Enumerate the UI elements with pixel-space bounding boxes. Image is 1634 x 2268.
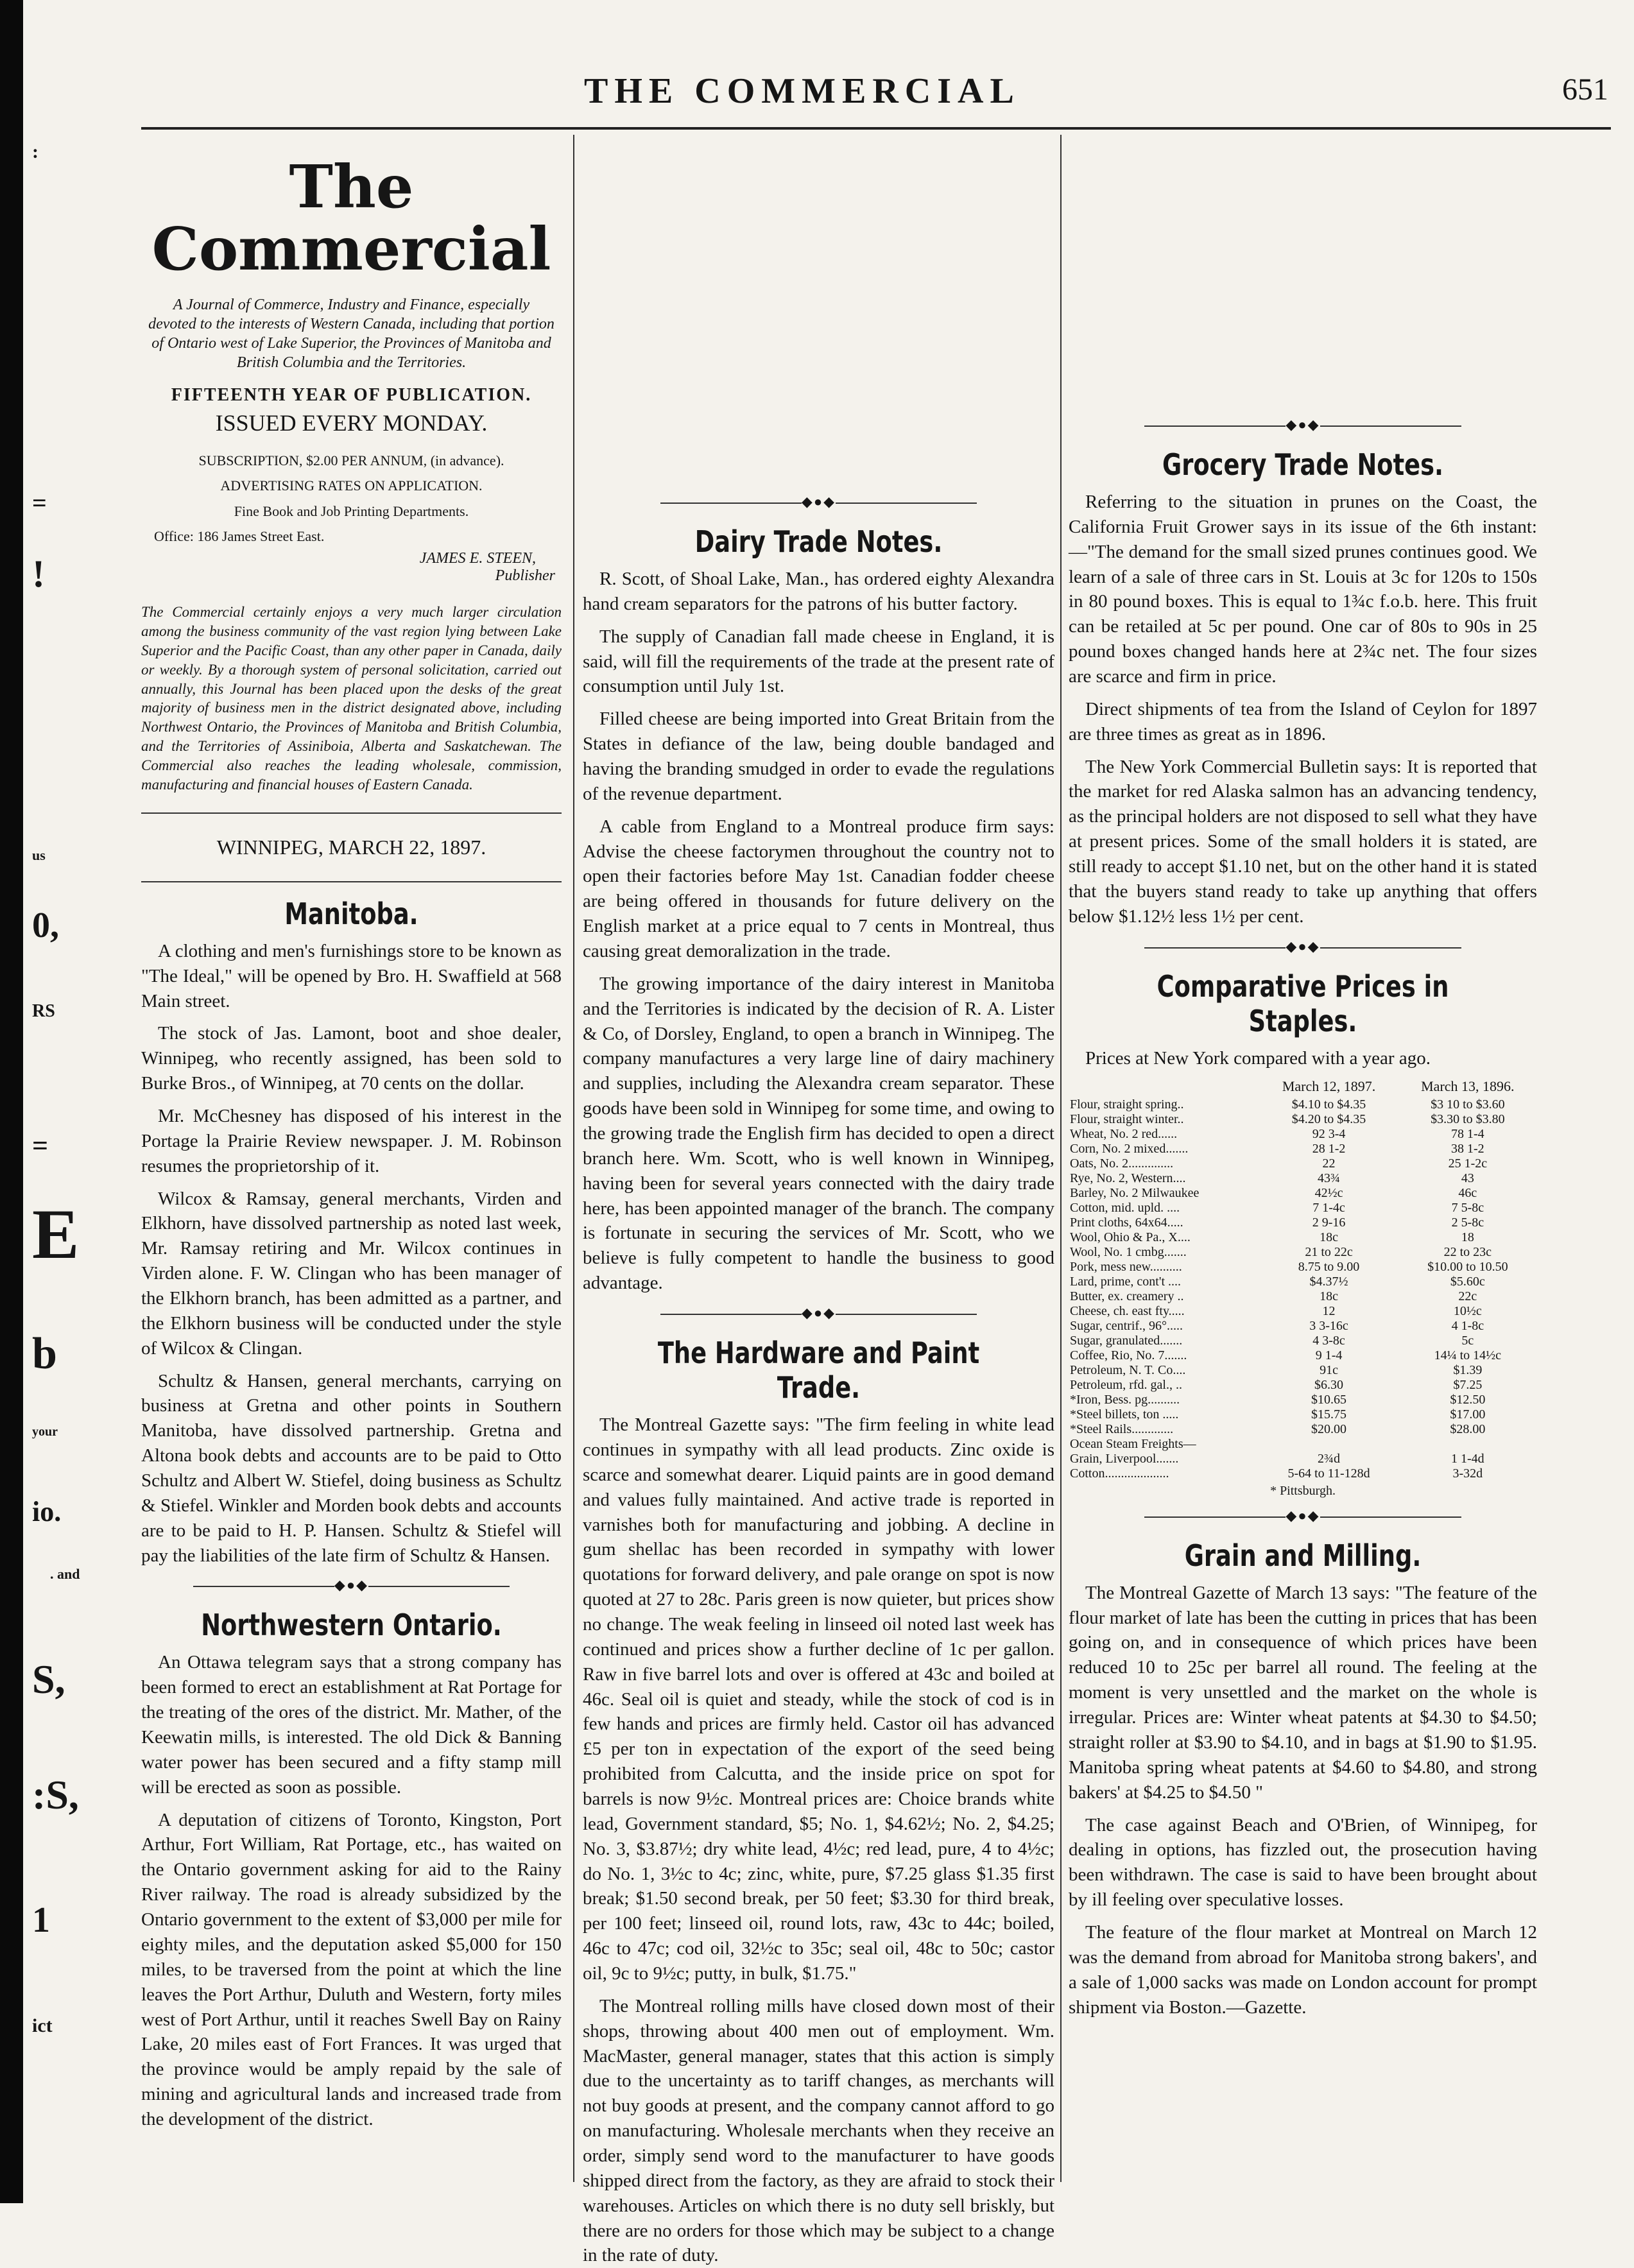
article-paragraph: The feature of the flour market at Montreal on March 12 was the demand from abroad for Manitoba strong bakers', and a sale of 1,000 sacks was made on London account for prompt shipment via Boston.—Gazette. (1069, 1921, 1537, 2018)
section-ornament: ◆●◆ (1069, 417, 1537, 433)
margin-fragment: = (32, 1130, 49, 1162)
section-heading-grain: Grain and Milling. (1184, 1538, 1422, 1573)
table-row (1069, 1275, 1537, 1289)
table-row (1069, 1260, 1537, 1275)
article-paragraph: The stock of Jas. Lamont, boot and shoe dealer, Winnipeg, who recently assigned, has been sold to Burke Bros., of Winnipeg, at 70 cents on the dollar. (141, 1023, 562, 1094)
table-cell: Coffee, Rio, No. 7....... (1070, 1348, 1187, 1362)
section-heading-northwestern-ontario: Northwestern Ontario. (201, 1608, 502, 1643)
column-divider (573, 135, 574, 2182)
table-cell: 2¾d (1318, 1451, 1341, 1466)
running-head (0, 71, 1634, 116)
table-cell: $28.00 (1450, 1422, 1486, 1436)
table-row (1069, 1407, 1537, 1422)
table-row (1069, 1171, 1537, 1186)
table-cell: *Iron, Bess. pg.......... (1070, 1392, 1180, 1407)
table-cell: Grain, Liverpool....... (1070, 1451, 1179, 1466)
table-cell (1259, 1437, 1398, 1452)
table-cell: Print cloths, 64x64..... (1070, 1215, 1183, 1230)
article-paragraph: The Montreal Gazette says: "The firm feeling in white lead continues in sympathy with all lead products. Zinc oxide is scarce and somewhat dearer. Liquid paints are in good demand and values fully maintained. And active trade is reported in varnishes both for manufacturing and jobbing. A decline in gum shellac has been recorded in sympathy with lower quotations for forward delivery, and pale orange on spot is now quoted at 27 to 28c. Paris green is now quieter, but prices show no change. The weak feeling in linseed oil noted last week has continued and prices show a further decline of 1c per gallon. Raw in five barrel lots and over is offered at 43c and boiled at 46c. Seal oil is quiet and steady, while the stock of cod is in few hands and prices are firmly held. Castor oil has advanced £5 per ton in expectation of the export of the seed being prohibited from Calcutta, and the inside price on spot for barrels is now 9½c. Montreal prices are: Choice brands white lead, Government standard, $5; No. 1, $4.62½; No. 2, $4.25; No. 3, $3.87½; dry white lead, 4½c; red lead, pure, 4 to 4½c; do No. 1, 3½c to 4c; zinc, white, pure, $7.25 glass $1.35 first break; $1.50 second break, per 50 feet; $3.30 for third break, per 100 feet; linseed oil, round lots, raw, 43c to 44c; boiled, 46c to 47c; cod oil, 32½c to 35c; seal oil, 48c to 50c; castor oil, 9c to 9½c; putty, in bulk, $1.75." (583, 1414, 1055, 1984)
article-paragraph: An Ottawa telegram says that a strong company has been formed to erect an establishment at Rat Portage for the treating of the ores of the district. Mr. Mather, of the Keewatin mills, is interested. The old Dick & Banning water power has been secured and a fifty stamp mill will be erected as soon as possible. (141, 1652, 562, 1798)
table-cell: 4 3-8c (1312, 1333, 1345, 1348)
article-paragraph: The supply of Canadian fall made cheese in England, it is said, will fill the requirements of the trade at the present rate of consumption until July 1st. (583, 626, 1054, 697)
article-paragraph: The growing importance of the dairy interest in Manitoba and the Territories is indicated by the decision of R. A. Lister & Co, of Dorsley, England, to open a branch in Winnipeg. The company manufactures a very large line of dairy machinery and supplies, including the Alexandra cream separator. These goods have been sold in Winnipeg for some time, and owing to the growing trade the English firm has decided to open a direct branch here. Wm. Scott, who is well known in Winnipeg, having been for several years connected with the dairy trade here, has been appointed manager of the branch. The company is fortunate in securing the services of Mr. Scott, who we believe is fully competent to handle the business to good advantage. (583, 973, 1054, 1294)
table-cell: 18c (1320, 1289, 1338, 1303)
table-cell: 46c (1458, 1185, 1477, 1200)
table-cell: 25 1-2c (1448, 1156, 1488, 1171)
article-paragraph: Referring to the situation in prunes on the Coast, the California Fruit Grower says in its issue of the 6th instant:—"The demand for the small sized prunes continues good. We learn of a sale of three cars in St. Louis at 3c for 120s to 150s in 80 pound boxes. This is equal to 1¾c f.o.b. here. This fruit can be retailed at 5c per pound. One car of 80s to 90s in 25 pound boxes changed hands here at 2¾c net. The four sizes are scarce and firm in price. (1069, 492, 1537, 687)
table-row (1069, 1156, 1537, 1171)
article-paragraph: The Montreal Gazette of March 13 says: "The feature of the flour market of late has been the cutting in prices that has been going on, and in consequence of which prices have been reduced 10 to 25c per barrel all round. The feeling at the moment is very unsettled and the market on the whole is irregular. Prices are: Winter wheat patents at $4.30 to $4.50; straight roller at $3.90 to $4.10, and in bags at $1.90 to $1.95. Manitoba spring wheat patents at $4.60 to $4.80, and strong bakers' at $4.25 to $4.50 " (1069, 1582, 1537, 1803)
table-row (1069, 1363, 1537, 1378)
table-cell: *Steel Rails............. (1070, 1422, 1174, 1436)
running-head-title: THE COMMERCIAL (584, 71, 1020, 111)
table-cell: 5-64 to 11-128d (1287, 1466, 1370, 1481)
table-footnote: * Pittsburgh. (1270, 1483, 1336, 1498)
article-paragraph: Mr. McChesney has disposed of his interest in the Portage la Prairie Review newspaper. J. M. Robinson resumes the proprietorship of it. (141, 1106, 562, 1176)
table-cell: 78 1-4 (1451, 1126, 1484, 1141)
table-cell: 8.75 to 9.00 (1298, 1259, 1360, 1274)
table-row (1069, 1245, 1537, 1260)
section-heading-dairy: Dairy Trade Notes. (694, 524, 943, 559)
masthead-description: A Journal of Commerce, Industry and Finance, especially devoted to the interests of Western Canada, including that portion of Ontario west of Lake Superior, the Provinces of Manitoba and British Columbia and the Territories. (148, 296, 555, 372)
advertising-rates: ADVERTISING RATES ON APPLICATION. (220, 477, 483, 494)
article-paragraph: A cable from England to a Montreal produce firm says: Advise the cheese factorymen throughout the country not to open their factories before May 1st. Canadian fodder cheese are being offered in thousands for future delivery on the English market at a price equal to 7 cents in Montreal, thus causing great demoralization in the trade. (583, 816, 1054, 962)
table-cell: Corn, No. 2 mixed....... (1070, 1141, 1189, 1156)
table-cell: $10.00 to 10.50 (1427, 1259, 1508, 1274)
table-cell: Pork, mess new.......... (1070, 1259, 1182, 1274)
section-rule (141, 812, 562, 814)
article-paragraph: The New York Commercial Bulletin says: It is reported that the market for red Alaska salmon has an advancing tendency, as the principal holders are not disposed to sell what they have at present prices. Some of the small holders it is stated, are still ready to accept $1.10 net, but on the other hand it is stated that the buyers stand ready to take up anything that offers below $1.12½ less 1½ per cent. (1069, 756, 1537, 927)
margin-fragment: ! (32, 553, 45, 595)
table-row (1069, 1289, 1537, 1304)
table-cell: Cotton.................... (1070, 1466, 1169, 1481)
table-cell: $4.37½ (1309, 1274, 1348, 1289)
table-row (1069, 1334, 1537, 1348)
table-row (1069, 1452, 1537, 1466)
table-cell: $20.00 (1311, 1422, 1347, 1436)
article-paragraph: Wilcox & Ramsay, general merchants, Virden and Elkhorn, have dissolved partnership as noted last week, Mr. Ramsay retiring and Mr. Wilcox continues in Virden alone. F. W. Clingan who has been manager of the Elkhorn branch, has been admitted as a partner, and the Elkhorn business will be conducted under the style of Wilcox & Clingan. (141, 1188, 562, 1359)
table-cell: Flour, straight spring.. (1070, 1097, 1184, 1112)
article-paragraph: A clothing and men's furnishings store to be known as "The Ideal," will be opened by Bro. H. Swaffield at 568 Main street. (141, 940, 562, 1011)
table-cell: $1.39 (1453, 1362, 1483, 1377)
column-divider (1060, 135, 1062, 2182)
table-cell: $7.25 (1453, 1377, 1483, 1392)
office-address: Office: 186 James Street East. (154, 528, 325, 544)
table-row (1069, 1319, 1537, 1334)
article-paragraph: The Montreal rolling mills have closed down most of their shops, throwing about 400 men out of employment. Wm. MacMaster, general manager, states that this action is simply due to the uncertainty as to tariff changes, as merchants will not buy goods at present, and the company cannot afford to go on manufacturing. Wholesale merchants when they receive an order, simply send word to the manufacturer to have goods shipped direct from the factory, as they are afraid to stock their warehouses. Articles on which there is no duty sell briskly, but there are no orders for those which may be subject to a change in the rate of duty. (583, 1995, 1054, 2266)
table-cell: $10.65 (1311, 1392, 1347, 1407)
table-row (1069, 1378, 1537, 1393)
article-paragraph: R. Scott, of Shoal Lake, Man., has ordered eighty Alexandra hand cream separators for the patrons of his butter factory. (583, 569, 1054, 614)
table-cell: 7 5-8c (1451, 1200, 1484, 1215)
table-cell: Butter, ex. creamery .. (1070, 1289, 1184, 1303)
table-cell: 2 9-16 (1312, 1215, 1346, 1230)
table-cell: $3.30 to $3.80 (1431, 1112, 1505, 1126)
table-cell: Wheat, No. 2 red...... (1070, 1126, 1178, 1141)
table-cell: Petroleum, rfd. gal., .. (1070, 1377, 1182, 1392)
table-cell: Ocean Steam Freights— (1070, 1436, 1196, 1451)
table-cell: Wool, Ohio & Pa., X.... (1070, 1230, 1191, 1244)
table-row (1069, 1127, 1537, 1142)
table-cell: 18c (1320, 1230, 1338, 1244)
margin-fragment: S, (32, 1656, 65, 1702)
column-2 (583, 138, 1055, 2266)
publisher-name: JAMES E. STEEN, (419, 549, 536, 567)
table-cell: 5c (1461, 1333, 1474, 1348)
table-cell: 9 1-4 (1315, 1348, 1343, 1362)
section-heading-hardware: The Hardware and Paint Trade. (657, 1336, 980, 1405)
table-cell: 43¾ (1318, 1171, 1341, 1185)
article-paragraph: A deputation of citizens of Toronto, Kingston, Port Arthur, Fort William, Rat Portage, etc., has waited on the Ontario government asking for aid to the Rainy River railway. The road is already subsidized by the Ontario government to the extent of $3,000 per mile for eighty miles, and the deputation asked $5,000 for 150 miles, to be traversed from the point at which the line leaves the Port Arthur, Duluth and Western, forty miles west of Port Arthur, until it reaches Swell Bay on Rainy Lake, 20 miles east of Fort Frances. It was urged that the province would be amply repaid by the sale of mining and agricultural lands and increased trade from the development of the district. (141, 1809, 562, 2129)
masthead-title: The Commercial (151, 152, 551, 284)
article-paragraph: Direct shipments of tea from the Island of Ceylon for 1897 are three times as great as in 1896. (1069, 698, 1537, 744)
table-row (1069, 1216, 1537, 1230)
table-cell: Sugar, granulated....... (1070, 1333, 1183, 1348)
table-row (1069, 1201, 1537, 1216)
table-header-cell: March 12, 1897. (1282, 1078, 1376, 1095)
table-row (1069, 1422, 1537, 1437)
subscription-rate: SUBSCRIPTION, $2.00 PER ANNUM, (in advance). (198, 452, 504, 469)
table-row (1069, 1230, 1537, 1245)
table-row (1069, 1437, 1537, 1452)
table-cell: Sugar, centrif., 96°..... (1070, 1318, 1183, 1333)
section-ornament: ◆●◆ (583, 1305, 1054, 1321)
table-cell: 43 (1461, 1171, 1474, 1185)
table-cell: 22 to 23c (1443, 1244, 1492, 1259)
margin-fragment: RS (32, 1001, 55, 1021)
table-header-cell: March 13, 1896. (1421, 1078, 1515, 1095)
article-paragraph: Schultz & Hansen, general merchants, carrying on business at Gretna and other points in Southern Manitoba, have dissolved partnership. Gretna and Altona book debts and accounts are to be paid to Otto Schultz and Albert W. Stiefel, doing business as Schultz & Stiefel. Winkler and Morden book debts and accounts are to be paid to H. P. Hansen. Schultz & Stiefel will pay the liabilities of the late firm of Schultz & Hansen. (141, 1370, 562, 1566)
page-number: 651 (1562, 73, 1608, 107)
table-cell: $3 10 to $3.60 (1431, 1097, 1505, 1112)
table-cell: 3-32d (1452, 1466, 1483, 1481)
table-cell: $4.20 to $4.35 (1291, 1112, 1366, 1126)
table-row (1069, 1097, 1537, 1112)
table-cell: Cheese, ch. east fty..... (1070, 1303, 1185, 1318)
margin-fragment: your (32, 1425, 58, 1439)
table-header-row (1069, 1078, 1537, 1097)
scan-black-border (0, 0, 23, 2203)
circulation-notice: The Commercial certainly enjoys a very much larger circulation among the business community of the vast region lying between Lake Superior and the Pacific Coast, than any other paper in Canada, daily or weekly. By a thorough system of personal solicitation, carried out annually, this Journal has been placed upon the desks of the great majority of business men in the district designated above, including Northwest Ontario, the Provinces of Manitoba and British Columbia, and the Territories of Assiniboia, Alberta and Saskatchewan. The Commercial also reaches the leading wholesale, commission, manufacturing and financial houses of Eastern Canada. (141, 603, 562, 793)
article-paragraph: Filled cheese are being imported into Great Britain from the States in defiance of the law, being double bandaged and having the branding smudged in order to evade the regulations of the revenue department. (583, 709, 1054, 804)
section-heading-grocery: Grocery Trade Notes. (1162, 447, 1444, 482)
table-cell: 92 3-4 (1312, 1126, 1346, 1141)
table-cell: 21 to 22c (1305, 1244, 1353, 1259)
table-cell: 1 1-4d (1451, 1451, 1484, 1466)
margin-fragment: . and (50, 1566, 80, 1582)
section-ornament: ◆●◆ (583, 494, 1054, 510)
table-cell: $5.60c (1450, 1274, 1485, 1289)
table-header-cell (1069, 1078, 1259, 1097)
printing-departments: Fine Book and Job Printing Departments. (234, 503, 469, 519)
margin-fragment: 0, (32, 906, 59, 945)
margin-fragment: b (32, 1329, 57, 1379)
dateline: WINNIPEG, MARCH 22, 1897. (216, 835, 486, 859)
table-row (1069, 1142, 1537, 1156)
table-cell: Rye, No. 2, Western.... (1070, 1171, 1186, 1185)
table-cell: 91c (1320, 1362, 1338, 1377)
table-cell: $4.10 to $4.35 (1291, 1097, 1366, 1112)
section-rule (141, 881, 562, 882)
table-row (1069, 1112, 1537, 1127)
margin-fragment: 1 (32, 1900, 50, 1940)
publication-year: FIFTEENTH YEAR OF PUBLICATION. (171, 385, 532, 406)
table-row (1069, 1466, 1537, 1481)
table-cell (1398, 1437, 1537, 1452)
table-cell: 28 1-2 (1312, 1141, 1346, 1156)
margin-fragment: ict (32, 2015, 53, 2036)
table-cell: $12.50 (1450, 1392, 1486, 1407)
table-row (1069, 1304, 1537, 1319)
table-cell: 3 3-16c (1309, 1318, 1348, 1333)
table-cell: Oats, No. 2.............. (1070, 1156, 1174, 1171)
table-cell: 42½c (1314, 1185, 1343, 1200)
continued-text-space (583, 138, 1054, 485)
table-cell: Cotton, mid. upld. .... (1070, 1200, 1180, 1215)
header-rule (141, 127, 1611, 130)
adjacent-page-fragments (32, 0, 90, 2203)
table-cell: $6.30 (1314, 1377, 1344, 1392)
table-cell: 10½c (1453, 1303, 1482, 1318)
section-ornament: ◆●◆ (1069, 938, 1537, 955)
continued-text-space (1069, 138, 1537, 408)
table-cell: Petroleum, N. T. Co.... (1070, 1362, 1186, 1377)
margin-fragment: = (32, 488, 47, 517)
issue-frequency: ISSUED EVERY MONDAY. (215, 410, 488, 436)
table-cell: 4 1-8c (1451, 1318, 1484, 1333)
table-cell: Wool, No. 1 cmbg....... (1070, 1244, 1187, 1259)
table-cell: 12 (1322, 1303, 1336, 1318)
section-heading-staples: Comparative Prices in Staples. (1157, 968, 1449, 1038)
publisher-role: Publisher (495, 567, 555, 584)
column-3 (1069, 138, 1537, 2185)
column-1 (141, 138, 562, 2185)
table-cell: 18 (1461, 1230, 1474, 1244)
table-cell: 22 (1322, 1156, 1336, 1171)
table-cell: 38 1-2 (1451, 1141, 1484, 1156)
table-cell: 7 1-4c (1312, 1200, 1345, 1215)
table-row (1069, 1186, 1537, 1201)
table-cell: 2 5-8c (1451, 1215, 1484, 1230)
margin-fragment: :S, (32, 1772, 79, 1817)
table-cell: $17.00 (1450, 1407, 1486, 1422)
table-row (1069, 1348, 1537, 1363)
table-cell: $15.75 (1311, 1407, 1347, 1422)
article-paragraph: The case against Beach and O'Brien, of Winnipeg, for dealing in options, has fizzled out, the prosecution having been withdrawn. The case is said to have been brought about by ill feeling over speculative losses. (1069, 1814, 1537, 1911)
section-ornament: ◆●◆ (1069, 1508, 1537, 1524)
table-cell: Barley, No. 2 Milwaukee (1070, 1185, 1200, 1200)
section-ornament: ◆●◆ (141, 1577, 562, 1594)
margin-fragment: : (32, 141, 39, 162)
table-row (1069, 1393, 1537, 1407)
staples-intro: Prices at New York compared with a year ago. (1085, 1047, 1431, 1069)
margin-fragment: io. (32, 1496, 62, 1527)
margin-fragment: E (32, 1195, 80, 1273)
staples-price-table (1069, 1078, 1537, 1481)
section-heading-manitoba: Manitoba. (284, 896, 418, 931)
table-cell: 22c (1458, 1289, 1477, 1303)
table-cell: *Steel billets, ton ..... (1070, 1407, 1179, 1422)
table-cell: Lard, prime, cont't .... (1070, 1274, 1181, 1289)
table-cell: 14¼ to 14½c (1434, 1348, 1502, 1362)
margin-fragment: us (32, 847, 46, 863)
table-cell: Flour, straight winter.. (1070, 1112, 1184, 1126)
